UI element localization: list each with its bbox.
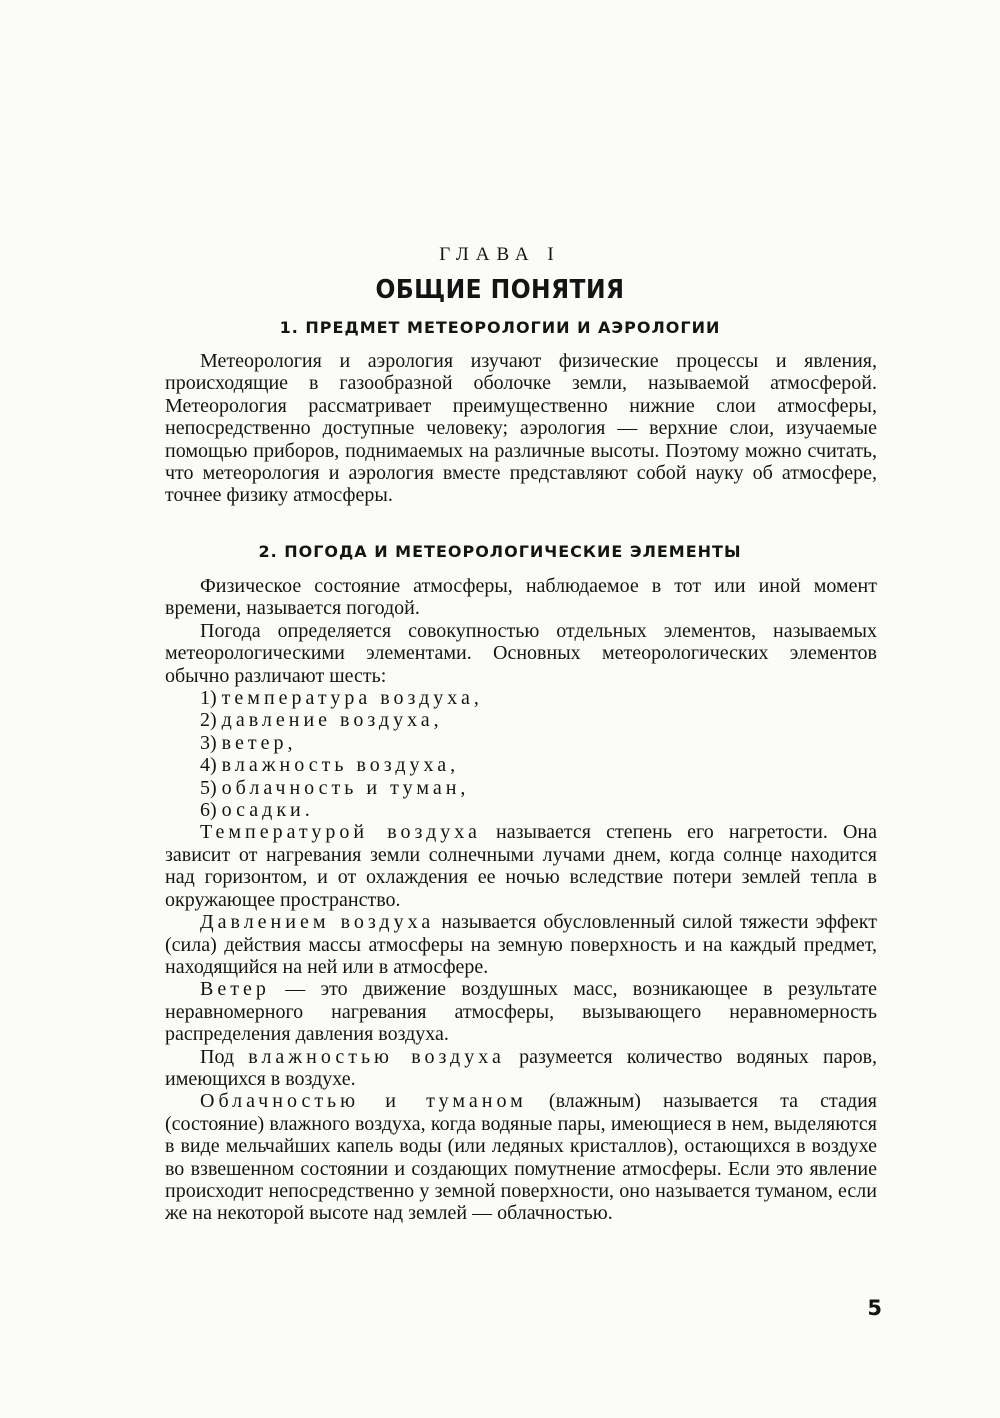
- page-number: 5: [867, 1296, 882, 1320]
- section-1-body: [165, 350, 877, 507]
- section-2-body: [165, 575, 877, 1225]
- section-1-paragraph: Метеорология и аэрология изучают физические процессы и явления, происходящие в газообразной оболочке земли, называемой атмосферой. Метеорология рассматривает преимущественно нижние слои атмосферы, непосредственно доступные человеку; аэрология — верхние слои, изучаемые помощью приборов, поднимаемых на различные высоты. Поэтому можно считать, что метеорология и аэрология вместе представляют собой науку об атмосфере, точнее физику атмосферы.: [165, 350, 877, 507]
- elements-list: [165, 687, 877, 821]
- definition-wind: Ветер — это движение воздушных масс, возникающее в результате неравномерного нагревания атмосферы, вызывающего неравномерность распределения давления воздуха.: [165, 978, 877, 1046]
- list-item: 2) давление воздуха,: [200, 709, 443, 732]
- definition-pressure: Давлением воздуха называется обусловленный силой тяжести эффект (сила) действия массы атмосферы на земную поверхность и на каждый предмет, находящийся на ней или в атмосфере.: [165, 911, 877, 978]
- definition-clouds-fog: Облачностью и туманом (влажным) называется та стадия (состояние) влажного воздуха, когда водяные пары, имеющиеся в нем, выделяются в виде мельчайших капель воды (или ледяных кристаллов), остающихся в воздухе во взвешенном состоянии и создающих помутнение атмосферы. Если это явление происходит непосредственно у земной поверхности, оно называется туманом, если же на некоторой высоте над землей — облачностью.: [165, 1090, 877, 1225]
- list-item: 4) влажность воздуха,: [200, 754, 460, 777]
- section-2-paragraph-2: Погода определяется совокупностью отдельных элементов, называемых метеорологическими элементами. Основных метеорологических элементов обычно различают шесть:: [165, 619, 877, 687]
- chapter-title: ОБЩИЕ ПОНЯТИЯ: [375, 275, 625, 305]
- term: Температурой воздуха: [200, 821, 481, 844]
- list-item: 6) осадки.: [200, 799, 314, 822]
- section-2-title: 2. ПОГОДА И МЕТЕОРОЛОГИЧЕСКИЕ ЭЛЕМЕНТЫ: [258, 542, 742, 561]
- chapter-label: ГЛАВА I: [439, 244, 561, 265]
- list-item: 1) температура воздуха,: [200, 687, 483, 710]
- section-1-title: 1. ПРЕДМЕТ МЕТЕОРОЛОГИИ И АЭРОЛОГИИ: [279, 318, 721, 337]
- definition-humidity: Под влажностью воздуха разумеется количество водяных паров, имеющихся в воздухе.: [165, 1045, 878, 1090]
- term: влажностью воздуха: [248, 1045, 505, 1068]
- section-2-paragraph-1: Физическое состояние атмосферы, наблюдаемое в тот или иной момент времени, называется погодой.: [165, 575, 877, 620]
- list-item: 5) облачность и туман,: [200, 776, 470, 799]
- list-item: 3) ветер,: [200, 731, 297, 754]
- definition-temperature: Температурой воздуха называется степень его нагретости. Она зависит от нагревания земли солнечными лучами днем, когда солнце находится над горизонтом, и от охлаждения ее ночью вследствие потери землей тепла в окружающее пространство.: [165, 821, 877, 911]
- term: Ветер: [200, 978, 270, 1001]
- term: Облачностью и туманом: [200, 1090, 527, 1113]
- term: Давлением воздуха: [200, 911, 435, 934]
